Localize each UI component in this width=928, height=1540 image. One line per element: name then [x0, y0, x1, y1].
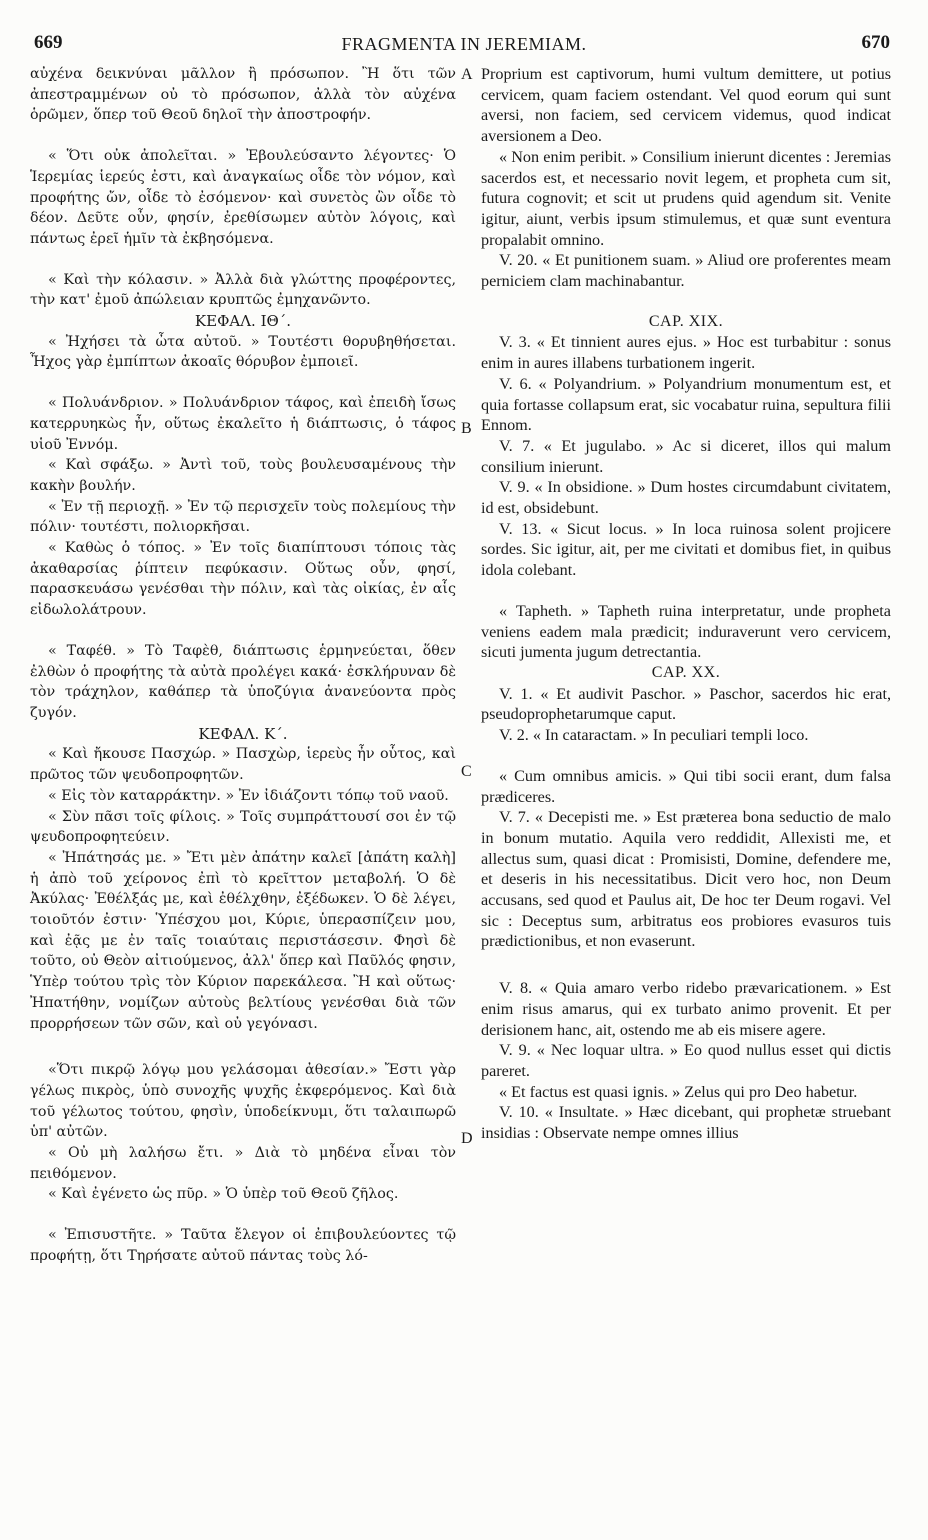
latin-paragraph: V. 9. « In obsidione. » Dum hostes circumdabunt civitatem, id est, obsidebunt. — [481, 478, 891, 518]
latin-paragraph: V. 10. « Insultate. » Hæc dicebant, qui prophetæ struebant insidias : Observate nempe omnes illius — [481, 1103, 891, 1143]
paragraph-gap — [30, 621, 456, 641]
greek-paragraph: «Ὅτι πικρῷ λόγῳ μου γελάσομαι ἀθεσίαν.» Ἔστι γὰρ γέλως πικρὸς, ὑπὸ συνοχῆς ψυχῆς ἐκφερόμενος. Καὶ διὰ τοῦ γέλωτος τούτου, φησὶν, ὑποδείκνυμι, ὅτι ταλαιπωρῶ ὑπ' αὐτῶν. — [30, 1062, 456, 1141]
page-number-right: 670 — [861, 32, 890, 53]
greek-paragraph: « Εἰς τὸν καταρράκτην. » Ἐν ἰδιάζοντι τόπῳ τοῦ ναοῦ. — [48, 787, 449, 804]
latin-paragraph: V. 13. « Sicut locus. » In loca ruinosa solent projicere sordes. Sic igitur, ait, per me civitati et domibus fiet, in quibus idola colebant. — [481, 519, 891, 580]
greek-paragraph: αὐχένα δεικνύναι μᾶλλον ἢ πρόσωπον. Ἢ ὅτι τῶν ἀπεστραμμένων οὐ τὸ πρόσωπον, ἀλλὰ τὸν αὐχένα ὁρῶμεν, ὅπερ τοῦ Θεοῦ δηλοῖ τὴν ἀποστροφήν. — [30, 66, 456, 124]
margin-letter-d: D — [461, 1130, 473, 1147]
latin-chapter-heading: CAP. XIX. — [648, 312, 724, 330]
paragraph-gap — [30, 373, 456, 393]
greek-chapter-heading: ΚΕΦΑΛ. Κ΄. — [198, 724, 288, 743]
paragraph-gap — [30, 126, 456, 146]
latin-paragraph: « Et factus est quasi ignis. » Zelus qui pro Deo habetur. — [499, 1082, 858, 1101]
greek-paragraph: « Ἠπάτησάς με. » Ἔτι μὲν ἀπάτην καλεῖ [ἀπάτη καλὴ] ἡ ἀπὸ τοῦ χείρονος ἐπὶ τὸ κρεῖττον μεταβολή. Ὁ δὲ Ἀκύλας· Ἐθέλξάς με, καὶ ἐθέλχθην, ἐξέδωκεν. Ὁ δὲ λέγει, τοιοῦτόν ἐστιν· Ὑπέσχου μοι, Κύριε, ὑπερασπίζειν μου, καὶ ἐᾷς με ἐν ταῖς τοιαύταις περιστάσεσιν. Φησὶ δὲ τοῦτο, οὐ Θεὸν αἰτιούμενος, ἀλλ' ὅπερ καὶ Παῦλός φησιν, Ὑπὲρ τούτου τρὶς τὸν Κύριον παρεκάλεσα. Ἢ καὶ οὕτως· Ἠπατήθην, νομίζων αὐτοὺς βελτίους γενέσθαι διὰ τῶν προρρήσεων τῶν σῶν, καὶ οὐ γεγόνασι. — [30, 849, 456, 1032]
paragraph-gap — [30, 1205, 456, 1225]
latin-paragraph: V. 3. « Et tinnient aures ejus. » Hoc est turbabitur : sonus enim in aures illabens turbationem ingerit. — [481, 333, 891, 373]
latin-paragraph: Proprium est captivorum, humi vultum demittere, ut potius cervicem, quam faciem ostendant. Vel quod eorum qui sunt aversi, non faciem, sed cervicem videmus, quod indicat aversionem a Deo. — [481, 65, 891, 146]
latin-paragraph: V. 2. « In cataractam. » In peculiari templi loco. — [499, 726, 809, 745]
greek-paragraph: « Καὶ τὴν κόλασιν. » Ἀλλὰ διὰ γλώττης προφέροντες, τὴν κατ' ἐμοῦ ἀπώλειαν κρυπτῶς ἐμηχανῶντο. — [30, 271, 456, 309]
latin-column — [481, 64, 891, 1144]
paragraph-gap — [30, 250, 456, 270]
latin-paragraph: V. 7. « Decepisti me. » Est præterea bona seductio de malo in bonum mutatio. Aquila vero reddidit, Allexisti me, et allectus sum, quasi dicat : Promisisti, Domine, defendere me, et deseris in his necessitatibus. Dicit vero hoc, non Deum accusans, sed quod et Paulus ait, De hoc ter Deum rogavi. Vel sic : Deceptus sum, arbitratus eos probiores evasuros tuis prædictionibus, et non evaserunt. — [481, 808, 891, 951]
greek-paragraph: « Καὶ σφάξω. » Ἀντὶ τοῦ, τοὺς βουλευσαμένους τὴν κακὴν βουλήν. — [30, 457, 456, 494]
page-number-left: 669 — [34, 32, 63, 53]
greek-chapter-heading: ΚΕΦΑΛ. ΙΘ΄. — [194, 312, 292, 331]
greek-paragraph: « Ἐπισυστῆτε. » Ταῦτα ἔλεγον οἱ ἐπιβουλεύοντες τῷ προφήτῃ, ὅτι Τηρήσατε αὐτοῦ πάντας τοὺς λό- — [30, 1227, 456, 1264]
latin-paragraph: « Non enim peribit. » Consilium inierunt dicentes : Jeremias sacerdos est, et necessario novit legem, et propheta cum sit, futura cognovit; et scit ut prudens quid agendum sit. Venite igitur, aiunt, verbis ipsum stimulemus, et quæ sunt eventura propalabit omnino. — [481, 147, 891, 249]
greek-paragraph: « Καὶ ἤκουσε Πασχώρ. » Πασχὼρ, ἱερεὺς ἦν οὗτος, καὶ πρῶτος τῶν ψευδοπροφητῶν. — [30, 746, 456, 784]
paragraph-gap — [481, 292, 891, 312]
paragraph-gap — [481, 952, 891, 978]
paragraph-gap — [30, 1034, 456, 1060]
latin-paragraph: « Tapheth. » Tapheth ruina interpretatur, unde propheta veniens eadem mala prædicit; induraverunt vero cervicem, sicuti jumenta jugum detrectantia. — [481, 601, 891, 662]
greek-column — [30, 64, 456, 1267]
paragraph-gap — [481, 581, 891, 601]
latin-chapter-heading: CAP. XX. — [651, 663, 721, 681]
latin-paragraph: V. 9. « Nec loquar ultra. » Eo quod nullus esset qui dictis pareret. — [481, 1041, 891, 1080]
greek-paragraph: « Καὶ ἐγένετο ὡς πῦρ. » Ὁ ὑπὲρ τοῦ Θεοῦ ζῆλος. — [48, 1186, 399, 1203]
greek-paragraph: « Καθὼς ὁ τόπος. » Ἐν τοῖς διαπίπτουσι τόποις τὰς ἀκαθαρσίας ῥίπτειν πεφύκασιν. Οὕτως οὖν, φησί, παρασκευάσω γενέσθαι τὴν πόλιν, καὶ τὰς οἰκίας, ἐν αἷς εἰδωλολάτρουν. — [30, 540, 456, 619]
paragraph-gap — [481, 746, 891, 766]
greek-paragraph: « Ταφέθ. » Τὸ Ταφὲθ, διάπτωσις ἑρμηνεύεται, ὅθεν ἐλθὼν ὁ προφήτης τὰ αὐτὰ προλέγει κακά· ἐσκλήρυναν δὲ τὸν τράχηλον, καθάπερ τὰ ὑποζύγια ἀνανεύοντα πρὸς ζυγόν. — [30, 642, 456, 721]
latin-paragraph: V. 20. « Et punitionem suam. » Aliud ore proferentes meam perniciem clam machinabantur. — [481, 251, 891, 291]
running-title: FRAGMENTA IN JEREMIAM. — [341, 34, 587, 54]
greek-paragraph: « Οὐ μὴ λαλήσω ἔτι. » Διὰ τὸ μηδένα εἶναι τὸν πειθόμενον. — [30, 1145, 456, 1182]
greek-paragraph: « Ἠχήσει τὰ ὦτα αὐτοῦ. » Τουτέστι θορυβηθήσεται. Ἦχος γὰρ ἐμπίπτων ἀκοαῖς θόρυβον ἐμποιεῖ. — [30, 333, 456, 371]
margin-letter-c: C — [461, 763, 472, 780]
latin-paragraph: « Cum omnibus amicis. » Qui tibi socii erant, dum falsa prædiceres. — [481, 766, 891, 806]
margin-letter-b: B — [461, 420, 472, 437]
greek-paragraph: « Σὺν πᾶσι τοῖς φίλοις. » Τοῖς συμπράττουσί σοι ἐν τῷ ψευδοπροφητεύειν. — [30, 808, 456, 846]
greek-paragraph: « Ἐν τῇ περιοχῇ. » Ἐν τῷ περισχεῖν τοὺς πολεμίους τὴν πόλιν· τουτέστι, πολιορκῆσαι. — [30, 498, 456, 536]
latin-paragraph: V. 1. « Et audivit Paschor. » Paschor, sacerdos hic erat, pseudoprophetarumque caput. — [481, 684, 891, 724]
margin-letter-a: A — [461, 66, 473, 83]
running-header — [0, 32, 928, 58]
greek-paragraph: « Πολυάνδριον. » Πολυάνδριον τάφος, καὶ ἐπειδὴ ἴσως κατερρυηκὼς ἦν, οὕτως ἐκαλεῖτο ἡ διάπτωσις, ὁ τάφος υἱοῦ Ἐννόμ. — [30, 395, 456, 453]
latin-paragraph: V. 8. « Quia amaro verbo ridebo prævaricationem. » Est enim risus amarus, qui ex turbato animo provenit. Et per derisionem hanc, ait, ostendo me ab eis misere agere. — [481, 979, 891, 1039]
greek-paragraph: « Ὅτι οὐκ ἀπολεῖται. » Ἐβουλεύσαντο λέγοντες· Ὁ Ἱερεμίας ἱερεύς ἐστι, καὶ ἀναγκαίως οἶδε τὸν νόμον, καὶ προφήτης ὤν, οἶδε τὸ ἐσόμενον· καὶ συνετὸς ὢν οἶδε τὸ δέον. Δεῦτε οὖν, φησίν, ἐρεθίσωμεν αὐτὸν λόγοις, καὶ πάντως ἐρεῖ ἡμῖν τὰ ἐκβησόμενα. — [30, 148, 456, 247]
latin-paragraph: V. 7. « Et jugulabo. » Ac si diceret, illos qui malum consilium inierunt. — [481, 436, 891, 476]
latin-paragraph: V. 6. « Polyandrium. » Polyandrium monumentum est, et quia fortasse collapsum erat, sic vocabatur ruina, sepultura filii Ennom. — [481, 374, 891, 435]
